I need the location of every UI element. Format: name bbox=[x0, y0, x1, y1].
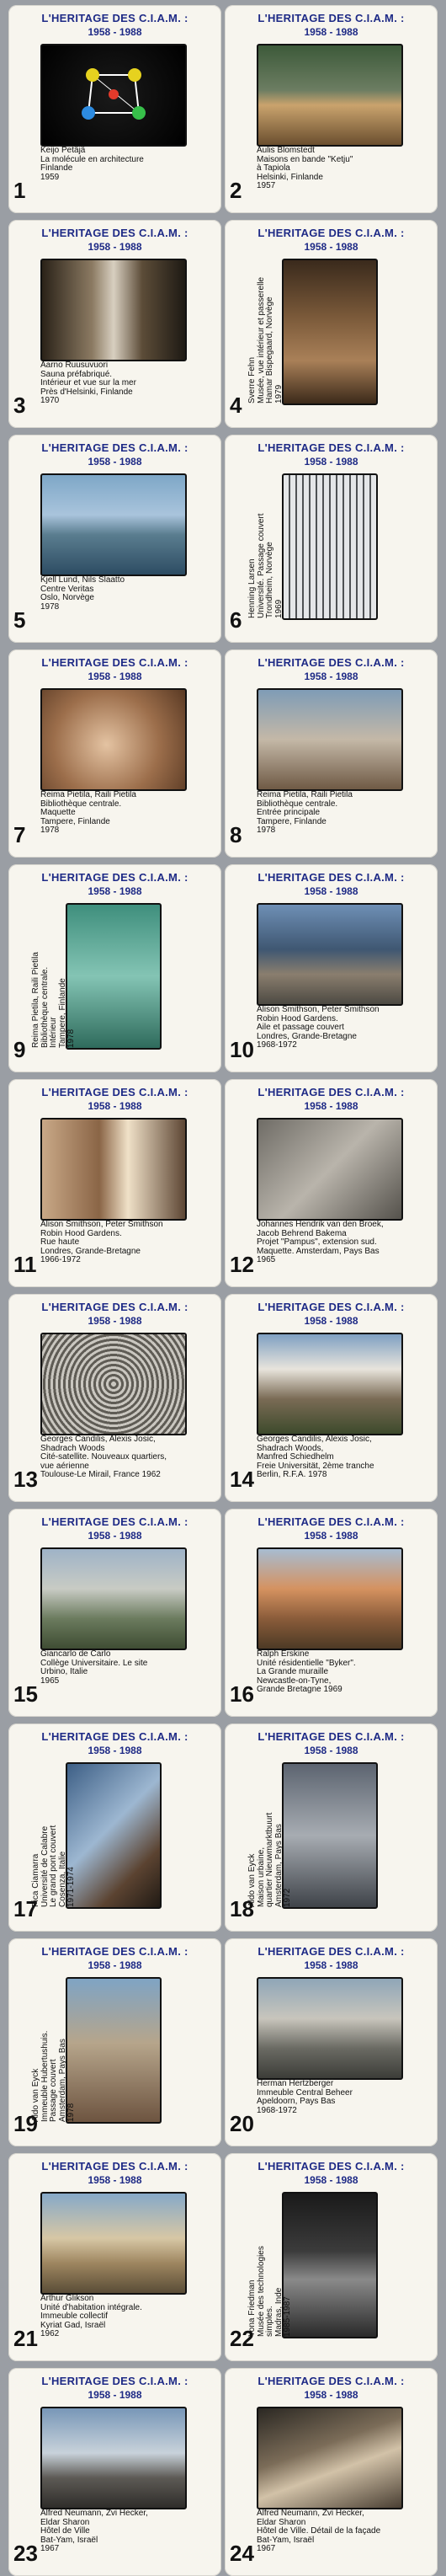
card-title: L'HERITAGE DES C.I.A.M. : bbox=[258, 227, 405, 239]
caption-line: Près d'Helsinki, Finlande bbox=[40, 387, 133, 397]
caption-line: 1978 bbox=[257, 826, 276, 836]
caption-line: Unité résidentielle "Byker". bbox=[257, 1658, 356, 1668]
slide-caption bbox=[40, 1221, 209, 1265]
caption-line: Madras, Inde bbox=[273, 2287, 284, 2337]
slide-caption bbox=[257, 2080, 425, 2115]
caption-line: Intérieur et vue sur la mer bbox=[40, 378, 136, 388]
slide-caption bbox=[40, 361, 209, 406]
slide-number: 22 bbox=[230, 2326, 254, 2351]
card-years: 1958 - 1988 bbox=[304, 456, 358, 468]
slide-card-23 bbox=[8, 2368, 221, 2576]
caption-line: quartier Nieuwmarktbuurt bbox=[265, 1812, 275, 1907]
slide-card-17 bbox=[8, 1724, 221, 1932]
caption-line: 1965 bbox=[40, 1675, 60, 1686]
slide-card-13 bbox=[8, 1294, 221, 1502]
card-title: L'HERITAGE DES C.I.A.M. : bbox=[258, 1301, 405, 1313]
caption-line: 1962 bbox=[40, 2329, 60, 2339]
card-title: L'HERITAGE DES C.I.A.M. : bbox=[41, 1945, 188, 1958]
slide-caption bbox=[40, 2509, 209, 2554]
slide-caption bbox=[257, 1006, 425, 1050]
slide-number: 12 bbox=[230, 1252, 254, 1277]
card-years: 1958 - 1988 bbox=[304, 26, 358, 38]
slide-photo bbox=[40, 1333, 187, 1435]
slide-caption bbox=[257, 147, 425, 191]
slide-photo bbox=[257, 903, 403, 1006]
caption-line: 1978 bbox=[40, 826, 60, 836]
slide-caption bbox=[248, 473, 284, 618]
slide-caption bbox=[32, 1977, 77, 2122]
slide-caption bbox=[248, 259, 284, 404]
caption-line: Trondheim, Norvège bbox=[265, 542, 275, 618]
caption-line: Bibliothèque centrale. bbox=[40, 966, 50, 1048]
slide-photo bbox=[257, 44, 403, 147]
slide-photo bbox=[257, 1333, 403, 1435]
slide-caption bbox=[32, 1762, 77, 1907]
slide-photo bbox=[257, 1547, 403, 1650]
caption-line: 1978 bbox=[66, 1029, 77, 1048]
slide-photo bbox=[257, 2407, 403, 2509]
card-title: L'HERITAGE DES C.I.A.M. : bbox=[258, 656, 405, 669]
caption-line: Arthur Glikson bbox=[40, 2294, 94, 2303]
caption-line: La Grande muraille bbox=[257, 1667, 329, 1677]
caption-line: Bibliothèque centrale. bbox=[257, 799, 338, 809]
caption-line: à Tapiola bbox=[257, 163, 290, 174]
card-title: L'HERITAGE DES C.I.A.M. : bbox=[258, 1730, 405, 1743]
caption-line: Newcastle-on-Tyne, bbox=[257, 1675, 332, 1686]
caption-line: Bat-Yam, Israël bbox=[257, 2535, 315, 2545]
slide-number: 16 bbox=[230, 1681, 254, 1707]
slide-card-12 bbox=[225, 1079, 438, 1287]
caption-line: Maison urbaine, bbox=[256, 1846, 266, 1907]
caption-line: Aarno Ruusuvuori bbox=[40, 361, 109, 370]
slide-photo bbox=[40, 473, 187, 576]
caption-line: Maquette bbox=[40, 808, 76, 818]
caption-line: Reima Pietila, Raili Pietila bbox=[40, 790, 136, 799]
slide-number: 10 bbox=[230, 1037, 254, 1062]
caption-line: Centre Veritas bbox=[40, 584, 94, 594]
caption-line: Berlin, R.F.A. 1978 bbox=[257, 1470, 327, 1480]
slide-photo bbox=[257, 688, 403, 791]
card-title: L'HERITAGE DES C.I.A.M. : bbox=[258, 1945, 405, 1958]
caption-line: Keijo Petäjä bbox=[40, 146, 86, 155]
caption-line: Georges Candilis, Alexis Josic, bbox=[257, 1435, 372, 1444]
card-title: L'HERITAGE DES C.I.A.M. : bbox=[258, 12, 405, 24]
caption-line: La molécule en architecture bbox=[40, 154, 144, 164]
caption-line: Jacob Behrend Bakema bbox=[257, 1228, 347, 1238]
card-title: L'HERITAGE DES C.I.A.M. : bbox=[258, 441, 405, 454]
slide-card-22 bbox=[225, 2153, 438, 2361]
caption-line: Immeuble Central Beheer bbox=[257, 2087, 353, 2098]
slide-card-8 bbox=[225, 649, 438, 858]
slide-card-16 bbox=[225, 1509, 438, 1717]
caption-line: Eldar Sharon bbox=[257, 2517, 306, 2527]
slide-caption bbox=[257, 2509, 425, 2554]
slide-caption bbox=[40, 1650, 209, 1686]
card-years: 1958 - 1988 bbox=[88, 1100, 142, 1112]
caption-line: Yona Friedman bbox=[247, 2279, 257, 2337]
caption-line: 1979 bbox=[273, 384, 284, 404]
caption-line: Alfred Neumann, Zvi Hecker, bbox=[257, 2509, 364, 2518]
caption-line: Aldo van Eyck bbox=[247, 1853, 257, 1907]
caption-line: Kyriat Gad, Israël bbox=[40, 2320, 106, 2330]
caption-line: Robin Hood Gardens. bbox=[40, 1228, 122, 1238]
slide-caption bbox=[257, 1650, 425, 1695]
slide-photo bbox=[257, 1118, 403, 1221]
caption-line: 1965 bbox=[257, 1255, 276, 1265]
slide-caption bbox=[32, 903, 77, 1048]
caption-line: Pica Ciamarra bbox=[31, 1853, 40, 1907]
slide-number: 4 bbox=[230, 393, 242, 418]
slide-number: 6 bbox=[230, 607, 242, 633]
slide-caption bbox=[257, 1221, 425, 1265]
caption-line: Musée des technologies bbox=[256, 2246, 266, 2337]
card-years: 1958 - 1988 bbox=[88, 1530, 142, 1542]
slide-number: 1 bbox=[13, 178, 26, 203]
card-years: 1958 - 1988 bbox=[304, 2174, 358, 2186]
caption-line: Helsinki, Finlande bbox=[257, 172, 323, 182]
caption-line: Collège Universitaire. Le site bbox=[40, 1658, 148, 1668]
card-years: 1958 - 1988 bbox=[304, 1745, 358, 1756]
slide-photo bbox=[282, 259, 378, 405]
caption-line: Apeldoorn, Pays Bas bbox=[257, 2097, 336, 2107]
slide-number: 2 bbox=[230, 178, 242, 203]
caption-line: Herman Hertzberger bbox=[257, 2079, 334, 2088]
slide-photo bbox=[282, 2192, 378, 2338]
caption-line: Tampere, Finlande bbox=[257, 816, 327, 826]
caption-line: Université. Passage couvert bbox=[256, 513, 266, 618]
slide-caption bbox=[248, 2192, 293, 2337]
caption-line: Tampere, Finlande bbox=[57, 978, 67, 1048]
slide-photo bbox=[282, 1762, 378, 1909]
caption-line: Finlande bbox=[40, 163, 73, 174]
caption-line: Aile et passage couvert bbox=[257, 1023, 344, 1033]
slide-caption bbox=[40, 1435, 209, 1480]
caption-line: 1959 bbox=[40, 172, 60, 182]
card-years: 1958 - 1988 bbox=[304, 885, 358, 897]
card-years: 1958 - 1988 bbox=[304, 2389, 358, 2401]
card-years: 1958 - 1988 bbox=[88, 885, 142, 897]
caption-line: 1978 bbox=[66, 2103, 77, 2122]
slide-card-15 bbox=[8, 1509, 221, 1717]
caption-line: Cité-satellite. Nouveaux quartiers, bbox=[40, 1452, 167, 1462]
caption-line: Manfred Schiedhelm bbox=[257, 1452, 334, 1462]
caption-line: 1972 bbox=[283, 1888, 293, 1907]
card-title: L'HERITAGE DES C.I.A.M. : bbox=[41, 12, 188, 24]
card-years: 1958 - 1988 bbox=[88, 26, 142, 38]
caption-line: Reima Pietila, Raili Pietila bbox=[31, 952, 40, 1048]
card-years: 1958 - 1988 bbox=[88, 241, 142, 253]
slide-number: 14 bbox=[230, 1467, 254, 1492]
slide-number: 21 bbox=[13, 2326, 38, 2351]
slide-number: 23 bbox=[13, 2541, 38, 2566]
caption-line: vue aérienne bbox=[40, 1461, 89, 1471]
caption-line: Georges Candilis, Alexis Josic, bbox=[40, 1435, 156, 1444]
slide-card-4 bbox=[225, 220, 438, 428]
caption-line: Unité d'habitation intégrale. bbox=[40, 2302, 142, 2312]
slide-caption bbox=[40, 147, 209, 182]
caption-line: Entrée principale bbox=[257, 808, 321, 818]
caption-line: Londres, Grande-Bretagne bbox=[40, 1246, 141, 1256]
card-title: L'HERITAGE DES C.I.A.M. : bbox=[41, 227, 188, 239]
caption-line: 1970 bbox=[40, 396, 60, 406]
slide-photo bbox=[40, 259, 187, 361]
slide-caption bbox=[40, 2295, 209, 2339]
card-title: L'HERITAGE DES C.I.A.M. : bbox=[41, 2160, 188, 2172]
card-title: L'HERITAGE DES C.I.A.M. : bbox=[258, 1515, 405, 1528]
caption-line: Oslo, Norvège bbox=[40, 593, 94, 603]
card-title: L'HERITAGE DES C.I.A.M. : bbox=[41, 871, 188, 884]
slide-number: 19 bbox=[13, 2111, 38, 2136]
caption-line: 1957 bbox=[257, 181, 276, 191]
caption-line: Aldo van Eyck bbox=[31, 2068, 40, 2122]
caption-line: Projet "Pampus", extension sud. bbox=[257, 1237, 377, 1248]
caption-line: Eldar Sharon bbox=[40, 2517, 90, 2527]
caption-line: Hôtel de Ville. Détail de la façade bbox=[257, 2526, 381, 2536]
slide-card-14 bbox=[225, 1294, 438, 1502]
slide-caption bbox=[257, 1435, 425, 1480]
slide-caption bbox=[257, 791, 425, 836]
card-title: L'HERITAGE DES C.I.A.M. : bbox=[41, 441, 188, 454]
slide-card-3 bbox=[8, 220, 221, 428]
slide-photo bbox=[282, 473, 378, 620]
slide-card-1 bbox=[8, 5, 221, 213]
caption-line: 1967 bbox=[40, 2544, 60, 2554]
card-title: L'HERITAGE DES C.I.A.M. : bbox=[41, 2375, 188, 2387]
slide-photo bbox=[40, 1547, 187, 1650]
caption-line: Urbino, Italie bbox=[40, 1667, 88, 1677]
caption-line: Université de Calabre bbox=[40, 1825, 50, 1907]
caption-line: Shadrach Woods bbox=[40, 1443, 105, 1453]
caption-line: Toulouse-Le Mirail, France 1962 bbox=[40, 1470, 161, 1480]
caption-line: Passage couvert bbox=[49, 2059, 59, 2122]
card-title: L'HERITAGE DES C.I.A.M. : bbox=[258, 2160, 405, 2172]
slide-photo bbox=[66, 903, 162, 1050]
slide-photo bbox=[257, 1977, 403, 2080]
caption-line: Shadrach Woods, bbox=[257, 1443, 324, 1453]
caption-line: Bibliothèque centrale. bbox=[40, 799, 122, 809]
card-title: L'HERITAGE DES C.I.A.M. : bbox=[258, 871, 405, 884]
slide-photo bbox=[40, 688, 187, 791]
card-years: 1958 - 1988 bbox=[88, 671, 142, 682]
caption-line: Alfred Neumann, Zvi Hecker, bbox=[40, 2509, 148, 2518]
slide-number: 24 bbox=[230, 2541, 254, 2566]
card-years: 1958 - 1988 bbox=[88, 1745, 142, 1756]
card-years: 1958 - 1988 bbox=[88, 1315, 142, 1327]
caption-line: simples. bbox=[265, 2306, 275, 2337]
slide-number: 11 bbox=[13, 1252, 37, 1277]
caption-line: Immeuble Hubertushuis. bbox=[40, 2030, 50, 2122]
caption-line: Grande Bretagne 1969 bbox=[257, 1685, 342, 1695]
card-title: L'HERITAGE DES C.I.A.M. : bbox=[41, 1086, 188, 1098]
slide-card-19 bbox=[8, 1938, 221, 2146]
caption-line: Hôtel de Ville bbox=[40, 2526, 90, 2536]
caption-line: 1969 bbox=[273, 599, 284, 618]
card-years: 1958 - 1988 bbox=[304, 671, 358, 682]
slide-card-2 bbox=[225, 5, 438, 213]
caption-line: 1967 bbox=[257, 2544, 276, 2554]
caption-line: Amsterdam, Pays Bas bbox=[57, 2039, 67, 2122]
caption-line: 1966-1972 bbox=[40, 1255, 81, 1265]
caption-line: Londres, Grande-Bretagne bbox=[257, 1031, 357, 1041]
slide-card-9 bbox=[8, 864, 221, 1072]
caption-line: Alison Smithson, Peter Smithson bbox=[40, 1220, 163, 1229]
caption-line: Cosenza, Italie bbox=[57, 1851, 67, 1907]
caption-line: Musée, vue intérieur et passerelle bbox=[256, 276, 266, 404]
slide-number: 17 bbox=[13, 1896, 38, 1921]
slide-photo bbox=[40, 2407, 187, 2509]
caption-line: Le grand pont couvert bbox=[49, 1825, 59, 1907]
caption-line: Maquette. Amsterdam, Pays Bas bbox=[257, 1246, 380, 1256]
card-years: 1958 - 1988 bbox=[304, 1100, 358, 1112]
slide-number: 8 bbox=[230, 822, 242, 847]
slide-card-5 bbox=[8, 435, 221, 643]
card-title: L'HERITAGE DES C.I.A.M. : bbox=[258, 2375, 405, 2387]
caption-line: Alison Smithson, Peter Smithson bbox=[257, 1005, 380, 1014]
card-years: 1958 - 1988 bbox=[304, 1959, 358, 1971]
caption-line: Sverre Fehn bbox=[247, 356, 257, 404]
slide-card-21 bbox=[8, 2153, 221, 2361]
slide-card-20 bbox=[225, 1938, 438, 2146]
card-years: 1958 - 1988 bbox=[88, 2389, 142, 2401]
caption-line: Maisons en bande "Ketju" bbox=[257, 154, 353, 164]
caption-line: 1971-1974 bbox=[66, 1867, 77, 1907]
caption-line: Kjell Lund, Nils Slaatto bbox=[40, 575, 125, 585]
caption-line: 1968-1972 bbox=[257, 1040, 297, 1050]
caption-line: Ralph Erskine bbox=[257, 1649, 310, 1659]
card-years: 1958 - 1988 bbox=[88, 1959, 142, 1971]
slide-photo bbox=[40, 2192, 187, 2295]
caption-line: Johannes Hendrik van den Broek, bbox=[257, 1220, 384, 1229]
caption-line: 1968-1972 bbox=[257, 2105, 297, 2115]
slide-number: 15 bbox=[13, 1681, 38, 1707]
slide-photo bbox=[66, 1762, 162, 1909]
caption-line: Intérieur bbox=[49, 1017, 59, 1048]
caption-line: Robin Hood Gardens. bbox=[257, 1013, 338, 1023]
card-title: L'HERITAGE DES C.I.A.M. : bbox=[41, 1515, 188, 1528]
slide-card-11 bbox=[8, 1079, 221, 1287]
card-years: 1958 - 1988 bbox=[304, 241, 358, 253]
card-title: L'HERITAGE DES C.I.A.M. : bbox=[258, 1086, 405, 1098]
caption-line: Tampere, Finlande bbox=[40, 816, 110, 826]
slide-card-7 bbox=[8, 649, 221, 858]
card-years: 1958 - 1988 bbox=[88, 2174, 142, 2186]
card-years: 1958 - 1988 bbox=[304, 1315, 358, 1327]
slide-card-6 bbox=[225, 435, 438, 643]
slide-photo bbox=[66, 1977, 162, 2124]
slide-caption bbox=[40, 576, 209, 612]
caption-line: Reima Pietila, Raili Pietila bbox=[257, 790, 353, 799]
slide-number: 13 bbox=[13, 1467, 38, 1492]
slide-number: 5 bbox=[13, 607, 26, 633]
caption-line: Aulis Blomstedt bbox=[257, 146, 315, 155]
slide-number: 18 bbox=[230, 1896, 254, 1921]
caption-line: Sauna préfabriqué. bbox=[40, 369, 113, 379]
slide-photo bbox=[40, 1118, 187, 1221]
slide-caption bbox=[248, 1762, 293, 1907]
slide-number: 3 bbox=[13, 393, 26, 418]
caption-line: Immeuble collectif bbox=[40, 2311, 109, 2322]
card-years: 1958 - 1988 bbox=[88, 456, 142, 468]
caption-line: 1978 bbox=[40, 601, 60, 612]
caption-line: Bat-Yam, Israël bbox=[40, 2535, 98, 2545]
caption-line: Rue haute bbox=[40, 1237, 80, 1248]
caption-line: Freie Universität, 2ème tranche bbox=[257, 1461, 374, 1471]
slide-caption bbox=[40, 791, 209, 836]
molecule-icon bbox=[42, 45, 185, 145]
slide-number: 20 bbox=[230, 2111, 254, 2136]
caption-line: Henning Larsen bbox=[247, 558, 257, 618]
card-years: 1958 - 1988 bbox=[304, 1530, 358, 1542]
caption-line: Giancarlo de Carlo bbox=[40, 1649, 111, 1659]
card-title: L'HERITAGE DES C.I.A.M. : bbox=[41, 1301, 188, 1313]
slide-card-10 bbox=[225, 864, 438, 1072]
caption-line: 1985-1987 bbox=[283, 2296, 293, 2337]
slide-number: 7 bbox=[13, 822, 26, 847]
slide-card-18 bbox=[225, 1724, 438, 1932]
caption-line: Hamar Bispegaard, Norvège bbox=[265, 297, 275, 404]
caption-line: Amsterdam, Pays Bas bbox=[273, 1824, 284, 1907]
slide-photo bbox=[40, 44, 187, 147]
card-title: L'HERITAGE DES C.I.A.M. : bbox=[41, 1730, 188, 1743]
slide-number: 9 bbox=[13, 1037, 26, 1062]
card-title: L'HERITAGE DES C.I.A.M. : bbox=[41, 656, 188, 669]
slide-card-24 bbox=[225, 2368, 438, 2576]
